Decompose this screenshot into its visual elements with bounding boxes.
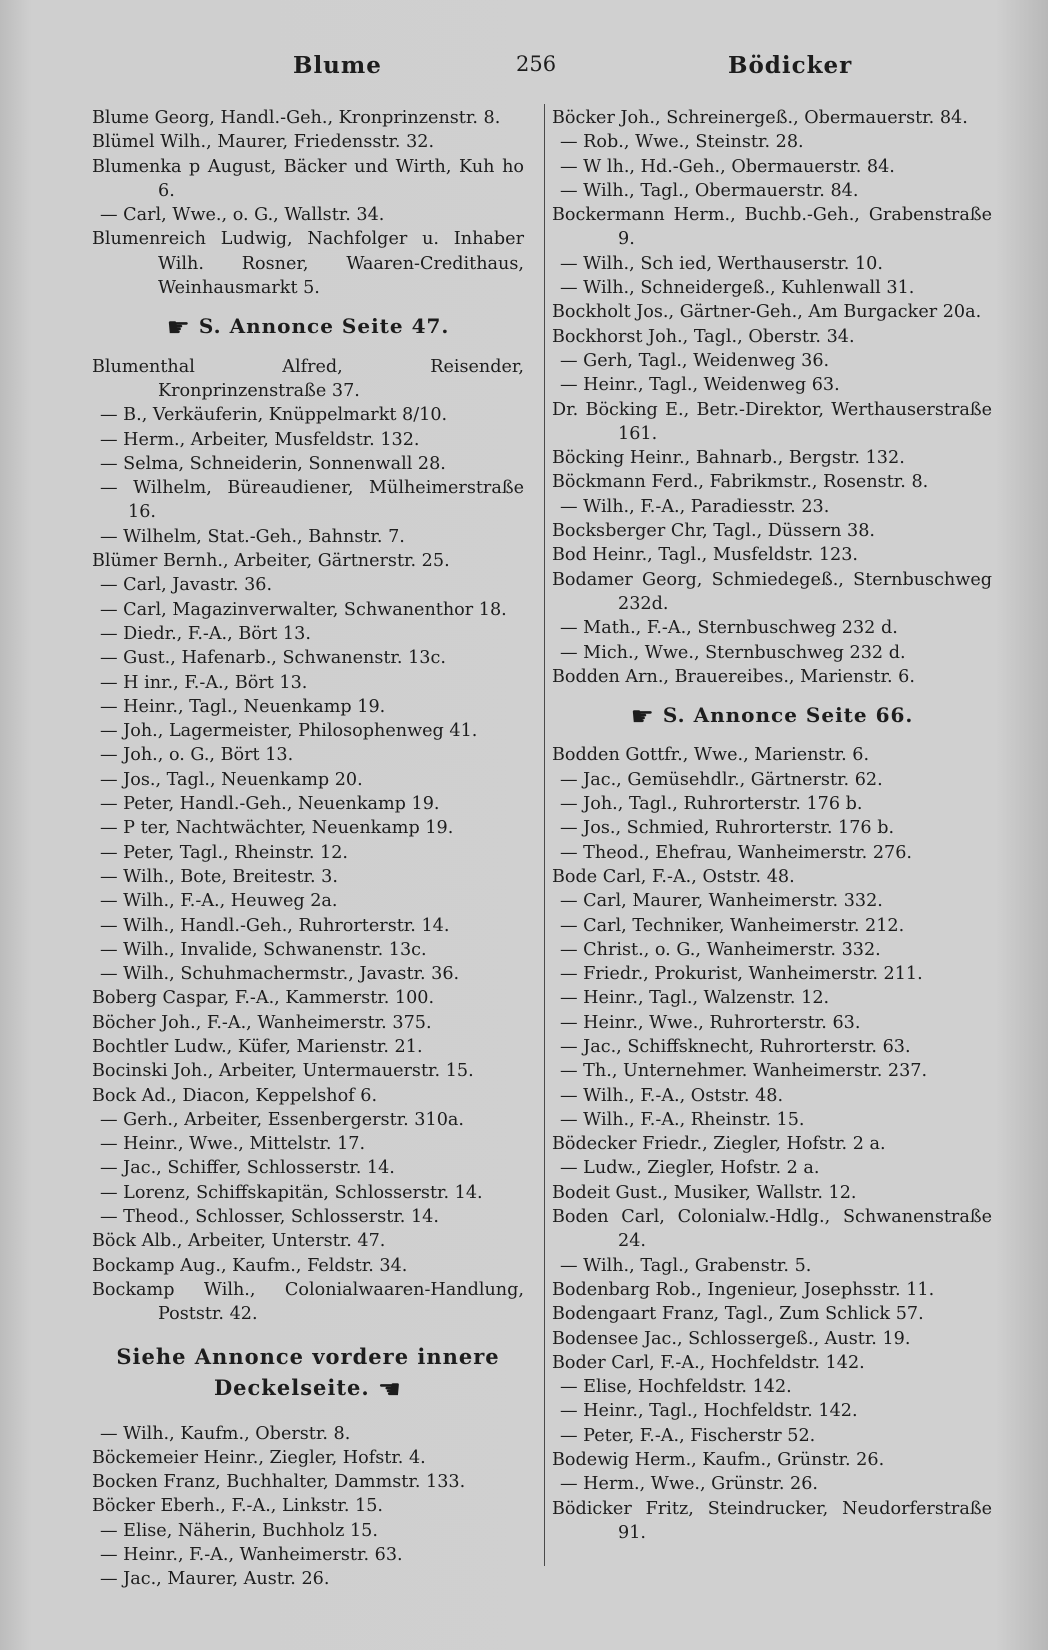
directory-entry: — Wilh., Tagl., Grabenstr. 5. bbox=[560, 1255, 812, 1276]
directory-entry: Bodeit Gust., Musiker, Wallstr. 12. bbox=[552, 1182, 857, 1203]
directory-entry: Bockamp Aug., Kaufm., Feldstr. 34. bbox=[92, 1255, 408, 1276]
directory-entry: Böcker Eberh., F.-A., Linkstr. 15. bbox=[92, 1496, 384, 1517]
directory-entry: — Wilh., F.-A., Heuweg 2a. bbox=[100, 891, 338, 912]
directory-entry: Bodewig Herm., Kaufm., Grünstr. 26. bbox=[552, 1450, 885, 1471]
pointing-hand-icon: ☛ bbox=[630, 702, 655, 733]
advert-reference-text: S. Annonce Seite 47. bbox=[198, 314, 450, 339]
directory-entry: — Heinr., Tagl., Weidenweg 63. bbox=[560, 375, 840, 396]
directory-entry: Bodensee Jac., Schlossergeß., Austr. 19. bbox=[552, 1328, 911, 1349]
directory-entry: Blümel Wilh., Maurer, Friedensstr. 32. bbox=[92, 132, 435, 153]
directory-entry: — Diedr., F.-A., Bört 13. bbox=[100, 623, 311, 644]
directory-entry: — Jac., Gemüsehdlr., Gärtnerstr. 62. bbox=[560, 769, 883, 790]
right-entries-top bbox=[552, 106, 992, 689]
directory-entry: — Joh., Tagl., Ruhrorterstr. 176 b. bbox=[560, 794, 863, 815]
directory-entry: — Wilh., Handl.-Geh., Ruhrorterstr. 14. bbox=[100, 915, 450, 936]
pointing-hand-icon: ☛ bbox=[166, 313, 191, 344]
directory-entry: — Elise, Näherin, Buchholz 15. bbox=[100, 1520, 378, 1541]
directory-entry: Böcking Heinr., Bahnarb., Bergstr. 132. bbox=[552, 448, 905, 469]
directory-entry: Blumenthal Alfred, Reisender, Kronprinzenstraße 37. bbox=[92, 356, 524, 401]
directory-entry: Dr. Böcking E., Betr.-Direktor, Werthauserstraße 161. bbox=[552, 399, 992, 444]
directory-entry: — Wilh., Bote, Breitestr. 3. bbox=[100, 866, 338, 887]
directory-entry: — P ter, Nachtwächter, Neuenkamp 19. bbox=[100, 818, 454, 839]
advert-cover-text: Siehe Annonce vordere innere Deckelseite. bbox=[116, 1343, 500, 1400]
directory-entry: Boden Carl, Colonialw.-Hdlg., Schwanenstraße 24. bbox=[552, 1207, 992, 1252]
left-entries-middle bbox=[92, 355, 524, 1327]
directory-entry: Bodengaart Franz, Tagl., Zum Schlick 57. bbox=[552, 1304, 924, 1325]
directory-entry: — Gust., Hafenarb., Schwanenstr. 13c. bbox=[100, 648, 446, 669]
directory-entry: — Carl, Magazinverwalter, Schwanenthor 18. bbox=[100, 599, 507, 620]
directory-entry: Böckemeier Heinr., Ziegler, Hofstr. 4. bbox=[92, 1447, 426, 1468]
directory-entry: — Peter, F.-A., Fischerstr 52. bbox=[560, 1425, 816, 1446]
directory-entry: — Theod., Ehefrau, Wanheimerstr. 276. bbox=[560, 842, 912, 863]
directory-entry: — Wilh., Schneidergeß., Kuhlenwall 31. bbox=[560, 278, 915, 299]
header-left-keyword: Blume bbox=[293, 52, 382, 79]
directory-entry: Böcher Joh., F.-A., Wanheimerstr. 375. bbox=[92, 1012, 432, 1033]
directory-entry: — Wilhelm, Büreaudiener, Mülheimerstraße 16. bbox=[100, 478, 524, 523]
directory-entry: Boberg Caspar, F.-A., Kammerstr. 100. bbox=[92, 988, 435, 1009]
directory-entry: — Joh., o. G., Bört 13. bbox=[100, 745, 294, 766]
directory-entry: — Herm., Wwe., Grünstr. 26. bbox=[560, 1474, 819, 1495]
directory-entry: Bod Heinr., Tagl., Musfeldstr. 123. bbox=[552, 545, 858, 566]
directory-entry: — Friedr., Prokurist, Wanheimerstr. 211. bbox=[560, 964, 923, 985]
directory-entry: — Wilh., Invalide, Schwanenstr. 13c. bbox=[100, 939, 427, 960]
directory-entry: — Wilh., F.-A., Rheinstr. 15. bbox=[560, 1109, 805, 1130]
directory-entry: Bockholt Jos., Gärtner-Geh., Am Burgacker 20a. bbox=[552, 302, 982, 323]
directory-entry: Bockamp Wilh., Colonialwaaren-Handlung, Poststr. 42. bbox=[92, 1279, 524, 1325]
directory-entry: Blume Georg, Handl.-Geh., Kronprinzenstr. 8. bbox=[92, 108, 501, 128]
directory-entry: — Th., Unternehmer. Wanheimerstr. 237. bbox=[560, 1061, 928, 1082]
page-header bbox=[88, 46, 988, 86]
directory-entry: Bocinski Joh., Arbeiter, Untermauerstr. 15. bbox=[92, 1061, 474, 1082]
right-column bbox=[552, 106, 992, 1545]
header-right-keyword: Bödicker bbox=[728, 52, 853, 79]
directory-entry: — W lh., Hd.-Geh., Obermauerstr. 84. bbox=[560, 156, 895, 177]
directory-entry: — Heinr., Tagl., Hochfeldstr. 142. bbox=[560, 1401, 858, 1422]
directory-entry: — Carl, Maurer, Wanheimerstr. 332. bbox=[560, 891, 883, 912]
directory-entry: — Jac., Schiffer, Schlosserstr. 14. bbox=[100, 1158, 395, 1179]
directory-entry: Bodden Arn., Brauereibes., Marienstr. 6. bbox=[552, 666, 915, 687]
directory-entry: — Wilh., Kaufm., Oberstr. 8. bbox=[100, 1423, 351, 1444]
directory-entry: Bodamer Georg, Schmiedegeß., Sternbuschweg 232d. bbox=[552, 569, 992, 614]
directory-entry: — Wilh., F.-A., Oststr. 48. bbox=[560, 1085, 784, 1106]
directory-entry: Blumenreich Ludwig, Nachfolger u. Inhaber Wilh. Rosner, Waaren-Credithaus, Weinhausmarkt 5. bbox=[92, 229, 524, 299]
directory-entry: Bockermann Herm., Buchb.-Geh., Grabenstraße 9. bbox=[552, 205, 992, 250]
directory-entry: — Gerh., Arbeiter, Essenbergerstr. 310a. bbox=[100, 1109, 464, 1130]
directory-entry: — Mich., Wwe., Sternbuschweg 232 d. bbox=[560, 642, 906, 663]
directory-entry: — Carl, Wwe., o. G., Wallstr. 34. bbox=[100, 205, 385, 226]
directory-entry: — Christ., o. G., Wanheimerstr. 332. bbox=[560, 939, 881, 960]
directory-entry: Bochtler Ludw., Küfer, Marienstr. 21. bbox=[92, 1036, 423, 1057]
directory-entry: — Peter, Tagl., Rheinstr. 12. bbox=[100, 842, 349, 863]
directory-entry: — Heinr., F.-A., Wanheimerstr. 63. bbox=[100, 1545, 403, 1566]
left-column bbox=[92, 106, 524, 1592]
advert-reference-left bbox=[92, 313, 524, 344]
directory-entry: — Joh., Lagermeister, Philosophenweg 41. bbox=[100, 721, 478, 742]
directory-entry: Böcker Joh., Schreinergeß., Obermauerstr. 84. bbox=[552, 108, 968, 128]
page-number: 256 bbox=[516, 52, 557, 76]
directory-entry: — Herm., Arbeiter, Musfeldstr. 132. bbox=[100, 429, 420, 450]
right-entries-bottom bbox=[552, 743, 992, 1545]
directory-entry: — Carl, Javastr. 36. bbox=[100, 575, 273, 596]
directory-entry: — Selma, Schneiderin, Sonnenwall 28. bbox=[100, 453, 446, 474]
directory-entry: — H inr., F.-A., Bört 13. bbox=[100, 672, 308, 693]
directory-entry: — Wilhelm, Stat.-Geh., Bahnstr. 7. bbox=[100, 526, 405, 547]
directory-entry: — Ludw., Ziegler, Hofstr. 2 a. bbox=[560, 1158, 820, 1179]
directory-entry: — Theod., Schlosser, Schlosserstr. 14. bbox=[100, 1207, 439, 1228]
directory-entry: — Wilh., F.-A., Paradiesstr. 23. bbox=[560, 496, 830, 517]
column-divider bbox=[544, 104, 545, 1566]
left-entries-bottom bbox=[92, 1422, 524, 1592]
directory-entry: Bödecker Friedr., Ziegler, Hofstr. 2 a. bbox=[552, 1134, 886, 1155]
pointing-hand-left-icon: ☚ bbox=[377, 1374, 403, 1405]
directory-entry: — Peter, Handl.-Geh., Neuenkamp 19. bbox=[100, 794, 440, 815]
directory-entry: Blümer Bernh., Arbeiter, Gärtnerstr. 25. bbox=[92, 551, 450, 572]
directory-entry: Böck Alb., Arbeiter, Unterstr. 47. bbox=[92, 1231, 386, 1252]
directory-entry: Bocksberger Chr, Tagl., Düssern 38. bbox=[552, 521, 876, 542]
directory-entry: Bocken Franz, Buchhalter, Dammstr. 133. bbox=[92, 1472, 466, 1493]
directory-entry: — Gerh, Tagl., Weidenweg 36. bbox=[560, 350, 830, 371]
directory-entry: — Rob., Wwe., Steinstr. 28. bbox=[560, 132, 804, 153]
directory-entry: — Jac., Schiffsknecht, Ruhrorterstr. 63. bbox=[560, 1036, 911, 1057]
directory-entry: — Lorenz, Schiffskapitän, Schlosserstr. 14. bbox=[100, 1182, 483, 1203]
directory-entry: Blumenka p August, Bäcker und Wirth, Kuh ho 6. bbox=[92, 156, 524, 201]
directory-entry: — Carl, Techniker, Wanheimerstr. 212. bbox=[560, 915, 905, 936]
directory-entry: Boder Carl, F.-A., Hochfeldstr. 142. bbox=[552, 1352, 865, 1373]
directory-entry: Bodden Gottfr., Wwe., Marienstr. 6. bbox=[552, 745, 870, 766]
directory-entry: Bock Ad., Diacon, Keppelshof 6. bbox=[92, 1085, 378, 1106]
directory-entry: — Heinr., Wwe., Mittelstr. 17. bbox=[100, 1134, 366, 1155]
directory-entry: — Heinr., Wwe., Ruhrorterstr. 63. bbox=[560, 1012, 861, 1033]
directory-entry: — Heinr., Tagl., Neuenkamp 19. bbox=[100, 696, 386, 717]
directory-entry: — Wilh., Tagl., Obermauerstr. 84. bbox=[560, 180, 859, 201]
advert-reference-cover bbox=[92, 1341, 524, 1406]
directory-entry: Bödicker Fritz, Steindrucker, Neudorferstraße 91. bbox=[552, 1498, 992, 1543]
directory-entry: — B., Verkäuferin, Knüppelmarkt 8/10. bbox=[100, 405, 448, 426]
directory-entry: — Wilh., Sch ied, Werthauserstr. 10. bbox=[560, 253, 883, 274]
directory-entry: — Wilh., Schuhmachermstr., Javastr. 36. bbox=[100, 964, 460, 985]
left-entries-top bbox=[92, 106, 524, 300]
directory-entry: Bodenbarg Rob., Ingenieur, Josephsstr. 11. bbox=[552, 1279, 935, 1300]
advert-reference-right bbox=[552, 702, 992, 733]
directory-entry: Bockhorst Joh., Tagl., Oberstr. 34. bbox=[552, 326, 855, 347]
directory-entry: Böckmann Ferd., Fabrikmstr., Rosenstr. 8. bbox=[552, 472, 929, 493]
directory-entry: — Math., F.-A., Sternbuschweg 232 d. bbox=[560, 618, 898, 639]
advert-reference-text: S. Annonce Seite 66. bbox=[662, 703, 914, 728]
directory-entry: — Jos., Tagl., Neuenkamp 20. bbox=[100, 769, 363, 790]
directory-entry: — Heinr., Tagl., Walzenstr. 12. bbox=[560, 988, 830, 1009]
directory-entry: — Elise, Hochfeldstr. 142. bbox=[560, 1377, 792, 1398]
directory-entry: — Jos., Schmied, Ruhrorterstr. 176 b. bbox=[560, 818, 895, 839]
directory-entry: Bode Carl, F.-A., Oststr. 48. bbox=[552, 866, 795, 887]
directory-entry: — Jac., Maurer, Austr. 26. bbox=[100, 1569, 330, 1590]
